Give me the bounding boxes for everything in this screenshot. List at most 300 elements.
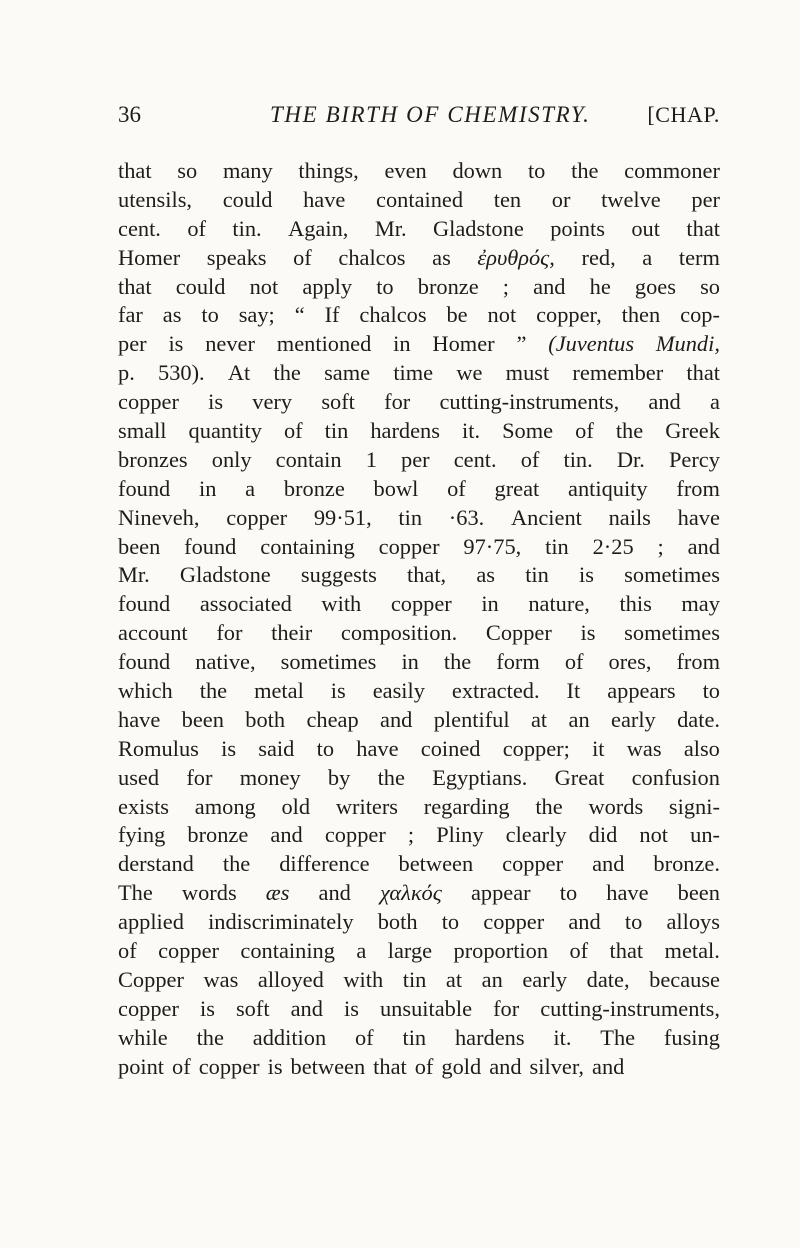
word: Percy	[668, 446, 720, 472]
word: it.	[462, 418, 481, 444]
word: also	[683, 735, 720, 761]
word: this	[619, 591, 652, 617]
word: hardens	[370, 418, 440, 444]
text-line	[118, 186, 720, 215]
word: a	[245, 475, 256, 501]
word: Romulus	[118, 735, 199, 761]
word: the	[222, 851, 251, 877]
word: not	[249, 273, 279, 299]
word: Great	[554, 764, 605, 790]
word: of	[118, 938, 137, 964]
body-text	[118, 157, 720, 1082]
word: and	[318, 880, 351, 906]
word: Mr.	[374, 215, 407, 241]
word: to	[441, 909, 460, 935]
text-line	[118, 446, 720, 475]
word: in	[199, 475, 217, 501]
word: fusing	[663, 1024, 720, 1050]
word: cop-	[680, 302, 720, 328]
word: that	[373, 1053, 407, 1079]
word: copper	[390, 591, 452, 617]
word: of	[569, 938, 589, 964]
word: quantity	[188, 418, 262, 444]
word: did	[588, 822, 618, 848]
word: it.	[553, 1024, 572, 1050]
word: proportion	[453, 938, 549, 964]
text-line	[118, 735, 720, 764]
word: with	[321, 591, 362, 617]
word: ;	[407, 822, 415, 848]
text-line	[118, 504, 720, 533]
word: derstand	[118, 851, 194, 877]
word: both	[377, 909, 418, 935]
word: and	[687, 533, 720, 559]
word: appear	[470, 880, 531, 906]
word: of	[172, 1053, 191, 1079]
word: could	[175, 273, 226, 299]
word: to	[376, 273, 394, 299]
word: he	[589, 273, 611, 299]
word: a	[709, 389, 720, 415]
word: found	[118, 649, 171, 675]
word: date,	[586, 966, 630, 992]
text-line	[118, 157, 720, 186]
word: and	[648, 389, 681, 415]
word: never	[205, 331, 255, 357]
word: it	[592, 735, 605, 761]
chapter-label: [CHAP.	[647, 102, 720, 127]
word: alloyed	[257, 966, 324, 992]
word: that	[686, 215, 720, 241]
word: sometimes	[280, 649, 377, 675]
word: been	[181, 706, 224, 732]
word: exists	[118, 793, 170, 819]
text-line	[118, 619, 720, 648]
word: copper,	[536, 302, 602, 328]
word: was	[203, 966, 239, 992]
word: that	[609, 938, 644, 964]
word: cent.	[118, 215, 161, 241]
word: have	[677, 504, 720, 530]
word: things,	[298, 158, 359, 183]
word: of	[520, 446, 540, 472]
word: Nineveh,	[118, 504, 200, 530]
word: copper	[118, 995, 179, 1021]
word: is	[343, 995, 359, 1021]
word: out	[631, 215, 660, 241]
word: money	[239, 764, 301, 790]
word: their	[271, 620, 313, 646]
word: 530).	[158, 360, 205, 386]
word: great	[494, 475, 540, 501]
word: same	[324, 360, 371, 386]
word: red,	[581, 244, 616, 270]
word: contain	[275, 446, 342, 472]
word: the	[199, 678, 228, 704]
word: to	[702, 678, 720, 704]
word: un-	[690, 822, 720, 848]
word: containing	[260, 533, 355, 559]
word: p.	[118, 360, 135, 386]
word: which	[118, 678, 173, 704]
word: coined	[420, 735, 481, 761]
word: of	[283, 418, 303, 444]
word: and	[568, 909, 601, 935]
word: metal	[254, 678, 304, 704]
word: apply	[302, 273, 353, 299]
word: as	[432, 244, 451, 270]
word: χαλκός	[379, 880, 442, 906]
word: tin.	[232, 215, 262, 241]
word: regarding	[423, 793, 510, 819]
word: at	[530, 706, 548, 732]
word: tin.	[563, 446, 593, 472]
word: easily	[372, 678, 425, 704]
word: with	[343, 966, 384, 992]
text-line	[118, 821, 720, 850]
word: ·63.	[448, 504, 485, 530]
word: of	[354, 1024, 374, 1050]
word: is	[199, 995, 215, 1021]
word: many	[222, 158, 273, 183]
word: have	[118, 706, 161, 732]
word: and	[592, 1053, 625, 1079]
word: contained	[376, 186, 464, 212]
text-line	[118, 995, 720, 1024]
text-line	[118, 273, 720, 302]
text-line	[118, 937, 720, 966]
word: as	[162, 302, 182, 328]
word: 1	[365, 446, 377, 472]
word: of	[575, 418, 594, 444]
text-line	[118, 706, 720, 735]
word: Ancient	[510, 504, 582, 530]
text-line	[118, 388, 720, 417]
word: cutting-instruments,	[439, 389, 620, 415]
word: utensils,	[118, 186, 193, 212]
word: because	[649, 966, 720, 992]
word: may	[681, 591, 720, 617]
word: very	[252, 389, 293, 415]
word: (Juventus	[548, 331, 635, 357]
text-line	[118, 417, 720, 446]
word: alloys	[666, 909, 720, 935]
word: far	[118, 302, 143, 328]
word: containing	[240, 938, 335, 964]
word: hardens	[454, 1024, 525, 1050]
word: said	[258, 735, 295, 761]
word: chalcos	[338, 244, 406, 270]
word: so	[177, 158, 198, 183]
word: date.	[677, 706, 720, 732]
word: words	[588, 793, 644, 819]
word: ores,	[608, 649, 652, 675]
word: and	[290, 995, 323, 1021]
word: old	[281, 793, 311, 819]
word: not	[487, 302, 517, 328]
word: If	[324, 302, 340, 328]
word: Mundi,	[655, 331, 720, 357]
word: have	[356, 735, 399, 761]
word: cheap	[306, 706, 359, 732]
text-line	[118, 475, 720, 504]
word: copper	[483, 909, 545, 935]
word: Egyptians.	[432, 764, 528, 790]
word: for	[493, 995, 520, 1021]
word: copper;	[502, 735, 570, 761]
text-line	[118, 215, 720, 244]
word: form	[496, 649, 540, 675]
text-line	[118, 908, 720, 937]
word: speaks	[206, 244, 267, 270]
word: Copper	[485, 620, 552, 646]
word: It	[566, 678, 581, 704]
text-line	[118, 330, 720, 359]
word: an	[481, 966, 503, 992]
word: by	[327, 764, 351, 790]
word: an	[568, 706, 590, 732]
word: small	[118, 418, 167, 444]
word: time	[393, 360, 434, 386]
word: copper	[198, 1053, 260, 1079]
running-title: THE BIRTH OF CHEMISTRY.	[270, 102, 591, 127]
word: associated	[199, 591, 292, 617]
word: cutting-instruments,	[540, 995, 720, 1021]
word: nails	[608, 504, 651, 530]
word: chalcos	[359, 302, 427, 328]
word: copper	[378, 533, 440, 559]
text-line	[118, 879, 720, 908]
page-number: 36	[118, 102, 141, 127]
word: have	[606, 880, 649, 906]
word: addition	[252, 1024, 327, 1050]
word: Homer	[118, 244, 181, 270]
word: Dr.	[616, 446, 645, 472]
word: points	[550, 215, 605, 241]
word: Homer	[432, 331, 495, 357]
word: is	[579, 562, 594, 588]
word: ten	[493, 186, 522, 212]
word: bronze.	[653, 851, 720, 877]
word: cent.	[453, 446, 497, 472]
word: ;	[657, 533, 664, 559]
word: at	[445, 966, 463, 992]
word: is	[267, 1053, 283, 1079]
word: ἐρυθρός,	[477, 244, 555, 270]
text-line	[118, 764, 720, 793]
running-head	[118, 97, 720, 133]
word: tin	[324, 418, 349, 444]
word: was	[626, 735, 662, 761]
text-line	[118, 590, 720, 619]
word: only	[211, 446, 252, 472]
word: remember	[572, 360, 664, 386]
word: copper	[158, 938, 219, 964]
word: composition.	[340, 620, 458, 646]
word: of	[447, 475, 466, 501]
word: must	[505, 360, 550, 386]
word: been	[118, 533, 161, 559]
word: or	[551, 186, 571, 212]
word: tin	[402, 1024, 427, 1050]
word: native,	[195, 649, 256, 675]
text-line	[118, 966, 720, 995]
word: is	[221, 735, 237, 761]
word: have	[303, 186, 346, 212]
word: between	[290, 1053, 366, 1079]
word: goes	[634, 273, 676, 299]
word: “	[294, 302, 305, 328]
word: large	[387, 938, 433, 964]
text-line	[118, 1024, 720, 1053]
word: that	[118, 158, 152, 183]
word: sometimes	[624, 562, 720, 588]
word: per	[401, 446, 430, 472]
text-line	[118, 677, 720, 706]
word: copper	[324, 822, 386, 848]
word: and	[489, 1053, 522, 1079]
word: of	[564, 649, 584, 675]
word: to	[201, 302, 219, 328]
word: in	[393, 331, 411, 357]
word: among	[194, 793, 256, 819]
word: not	[639, 822, 669, 848]
word: æs	[265, 880, 290, 906]
word: then	[621, 302, 661, 328]
word: to	[624, 909, 643, 935]
word: we	[456, 360, 483, 386]
word: copper	[502, 851, 564, 877]
word: bronzes	[118, 446, 188, 472]
word: and	[533, 273, 566, 299]
word: silver,	[529, 1053, 584, 1079]
word: is	[330, 678, 346, 704]
word: soft	[235, 995, 270, 1021]
word: 97·75,	[463, 533, 522, 559]
word: that	[686, 360, 720, 386]
word: even	[384, 158, 427, 183]
word: account	[118, 620, 188, 646]
word: early	[522, 966, 568, 992]
word: the	[571, 158, 599, 183]
word: is	[168, 331, 184, 357]
word: found	[118, 591, 171, 617]
word: At	[227, 360, 251, 386]
word: nature,	[528, 591, 590, 617]
word: confusion	[631, 764, 720, 790]
word: of	[187, 215, 206, 241]
word: in	[481, 591, 499, 617]
word: gold	[441, 1053, 482, 1079]
word: plentiful	[433, 706, 510, 732]
word: from	[676, 649, 720, 675]
word: point	[118, 1053, 165, 1079]
word: the	[535, 793, 563, 819]
word: for	[186, 764, 213, 790]
word: the	[273, 360, 301, 386]
word: Copper	[118, 966, 184, 992]
word: fying	[118, 822, 166, 848]
word: copper	[118, 389, 179, 415]
word: bowl	[373, 475, 419, 501]
word: 99·51,	[313, 504, 372, 530]
word: early	[611, 706, 656, 732]
text-line	[118, 793, 720, 822]
word: twelve	[601, 186, 661, 212]
word: tin	[525, 562, 549, 588]
word: Greek	[665, 418, 720, 444]
word: as	[476, 562, 496, 588]
word: soft	[321, 389, 355, 415]
word: tin	[545, 533, 569, 559]
word: ;	[502, 273, 510, 299]
word: is	[208, 389, 224, 415]
text-line	[118, 244, 720, 273]
word: per	[118, 331, 147, 357]
word: to	[559, 880, 578, 906]
word: to	[527, 158, 546, 183]
word: both	[245, 706, 286, 732]
word: and	[592, 851, 625, 877]
word: sometimes	[624, 620, 720, 646]
word: in	[401, 649, 419, 675]
word: metal.	[664, 938, 720, 964]
word: commoner	[624, 158, 720, 183]
word: 2·25	[592, 533, 634, 559]
text-line	[118, 301, 720, 330]
word: bronze	[187, 822, 249, 848]
word: the	[615, 418, 644, 444]
word: Gladstone	[432, 215, 524, 241]
text-line	[118, 359, 720, 388]
word: the	[443, 649, 472, 675]
word: been	[677, 880, 720, 906]
word: tin	[398, 504, 423, 530]
word: mentioned	[276, 331, 372, 357]
word: down	[452, 158, 503, 183]
word: to	[316, 735, 335, 761]
word: Again,	[288, 215, 349, 241]
word: the	[377, 764, 405, 790]
word: Mr.	[118, 562, 150, 588]
word: for	[384, 389, 411, 415]
word: the	[196, 1024, 224, 1050]
word: Some	[502, 418, 554, 444]
word: and	[380, 706, 413, 732]
word: from	[676, 475, 720, 501]
word: and	[270, 822, 303, 848]
word: found	[184, 533, 237, 559]
word: antiquity	[568, 475, 648, 501]
word: is	[580, 620, 596, 646]
word: that	[118, 273, 152, 299]
word: clearly	[505, 822, 567, 848]
word: between	[398, 851, 474, 877]
word: could	[222, 186, 273, 212]
text-line	[118, 1053, 720, 1082]
word: unsuitable	[379, 995, 473, 1021]
word: of	[414, 1053, 434, 1079]
text-line	[118, 648, 720, 677]
word: of	[293, 244, 312, 270]
text-line	[118, 533, 720, 562]
word: Gladstone	[179, 562, 271, 588]
word: applied	[118, 909, 184, 935]
word: extracted.	[451, 678, 540, 704]
word: while	[118, 1024, 168, 1050]
word: found	[118, 475, 171, 501]
word: copper	[226, 504, 288, 530]
